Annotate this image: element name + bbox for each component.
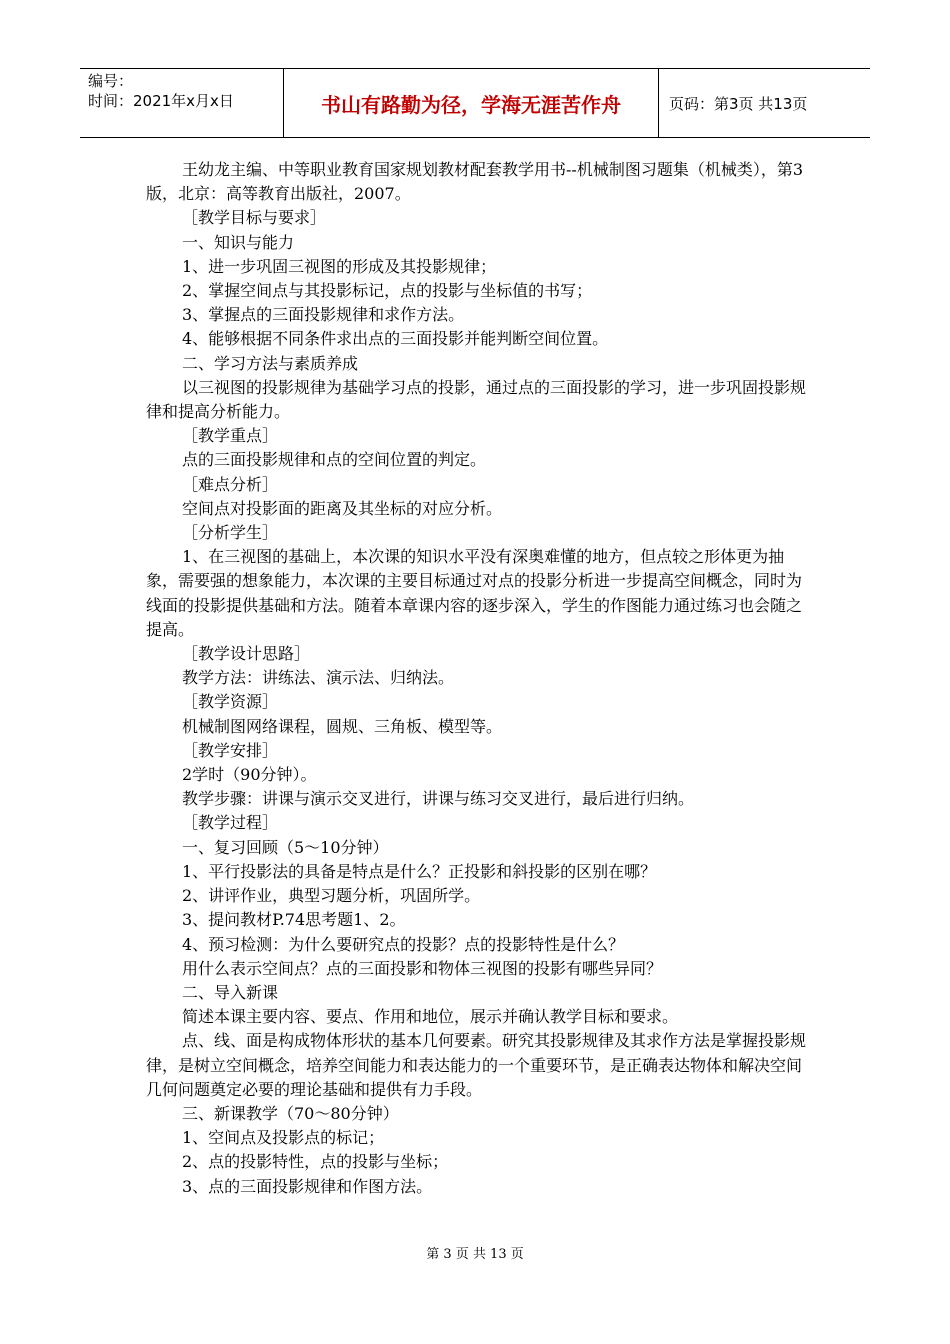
body-paragraph: 机械制图网络课程，圆规、三角板、模型等。: [182, 716, 503, 736]
body-paragraph: 以三视图的投影规律为基础学习点的投影，通过点的三面投影的学习，进一步巩固投影规律和提高分析能力。: [146, 377, 807, 422]
body-paragraph: 1、空间点及投影点的标记；: [182, 1128, 385, 1148]
body-paragraph: 3、掌握点的三面投影规律和求作方法。: [182, 305, 465, 325]
body-paragraph: 1、平行投影法的具备是特点是什么？正投影和斜投影的区别在哪？: [182, 861, 657, 881]
body-paragraph: 教学方法：讲练法、演示法、归纳法。: [182, 668, 455, 688]
body-paragraph: ［分析学生］: [182, 523, 279, 543]
header-motto: 书山有路勤为径，学海无涯苦作舟: [284, 69, 659, 137]
date-line: 时间：2021年x月x日: [88, 92, 234, 110]
body-paragraph: 一、复习回顾（5～10分钟）: [182, 837, 389, 857]
body-paragraph: 王幼龙主编、中等职业教育国家规划教材配套教学用书--机械制图习题集（机械类），第3版，北京：高等教育出版社，2007。: [146, 160, 803, 204]
body-paragraph: 点、线、面是构成物体形状的基本几何要素。研究其投影规律及其求作方法是掌握投影规律，是树立空间概念，培养空间能力和表达能力的一个重要环节，是正确表达物体和解决空间几何问题奠定必要的理论基础和提供有力手段。: [146, 1031, 807, 1099]
body-paragraph: ［教学重点］: [182, 426, 279, 446]
body-paragraph: 点的三面投影规律和点的空间位置的判定。: [182, 450, 487, 470]
page-footer: 第 3 页 共 13 页: [426, 1247, 524, 1262]
page-header: [80, 68, 870, 138]
body-paragraph: 2、掌握空间点与其投影标记，点的投影与坐标值的书写；: [182, 281, 593, 301]
body-paragraph: 3、点的三面投影规律和作图方法。: [182, 1176, 433, 1196]
body-paragraph: 用什么表示空间点？点的三面投影和物体三视图的投影有哪些异同？: [182, 958, 663, 978]
header-page-info: 页码：第3页 共13页: [669, 94, 808, 113]
header-meta: [80, 69, 284, 137]
body-paragraph: ［教学过程］: [182, 813, 279, 833]
body-paragraph: 教学步骤：讲课与演示交叉进行，讲课与练习交叉进行，最后进行归纳。: [182, 789, 695, 809]
body-paragraph: ［难点分析］: [182, 474, 279, 494]
body-paragraph: 1、在三视图的基础上，本次课的知识水平没有深奥难懂的地方，但点较之形体更为抽象，需要强的想象能力，本次课的主要目标通过对点的投影分析进一步提高空间概念，同时为线面的投影提供基础和方法。随着本章课内容的逐步深入，学生的作图能力通过练习也会随之提高。: [146, 547, 803, 639]
body-paragraph: ［教学资源］: [182, 692, 279, 712]
body-paragraph: ［教学目标与要求］: [182, 208, 327, 228]
body-paragraph: 一、知识与能力: [182, 232, 295, 252]
body-paragraph: 4、能够根据不同条件求出点的三面投影并能判断空间位置。: [182, 329, 609, 349]
body-paragraph: 二、学习方法与素质养成: [182, 353, 359, 373]
body-paragraph: 4、预习检测：为什么要研究点的投影？点的投影特性是什么？: [182, 934, 625, 954]
body-paragraph: 二、导入新课: [182, 982, 279, 1002]
document-body: [146, 158, 806, 1199]
body-paragraph: ［教学安排］: [182, 740, 279, 760]
body-paragraph: 1、进一步巩固三视图的形成及其投影规律；: [182, 256, 497, 276]
code-label: 编号：: [88, 72, 134, 90]
body-paragraph: 2学时（90分钟）。: [182, 765, 317, 785]
body-paragraph: 空间点对投影面的距离及其坐标的对应分析。: [182, 498, 503, 518]
body-paragraph: 简述本课主要内容、要点、作用和地位，展示并确认教学目标和要求。: [182, 1007, 679, 1027]
body-paragraph: 3、提问教材P.74思考题1、2。: [182, 910, 406, 930]
body-paragraph: 2、讲评作业，典型习题分析，巩固所学。: [182, 886, 481, 906]
body-paragraph: ［教学设计思路］: [182, 644, 311, 664]
body-paragraph: 三、新课教学（70～80分钟）: [182, 1103, 399, 1123]
body-paragraph: 2、点的投影特性，点的投影与坐标；: [182, 1152, 449, 1172]
